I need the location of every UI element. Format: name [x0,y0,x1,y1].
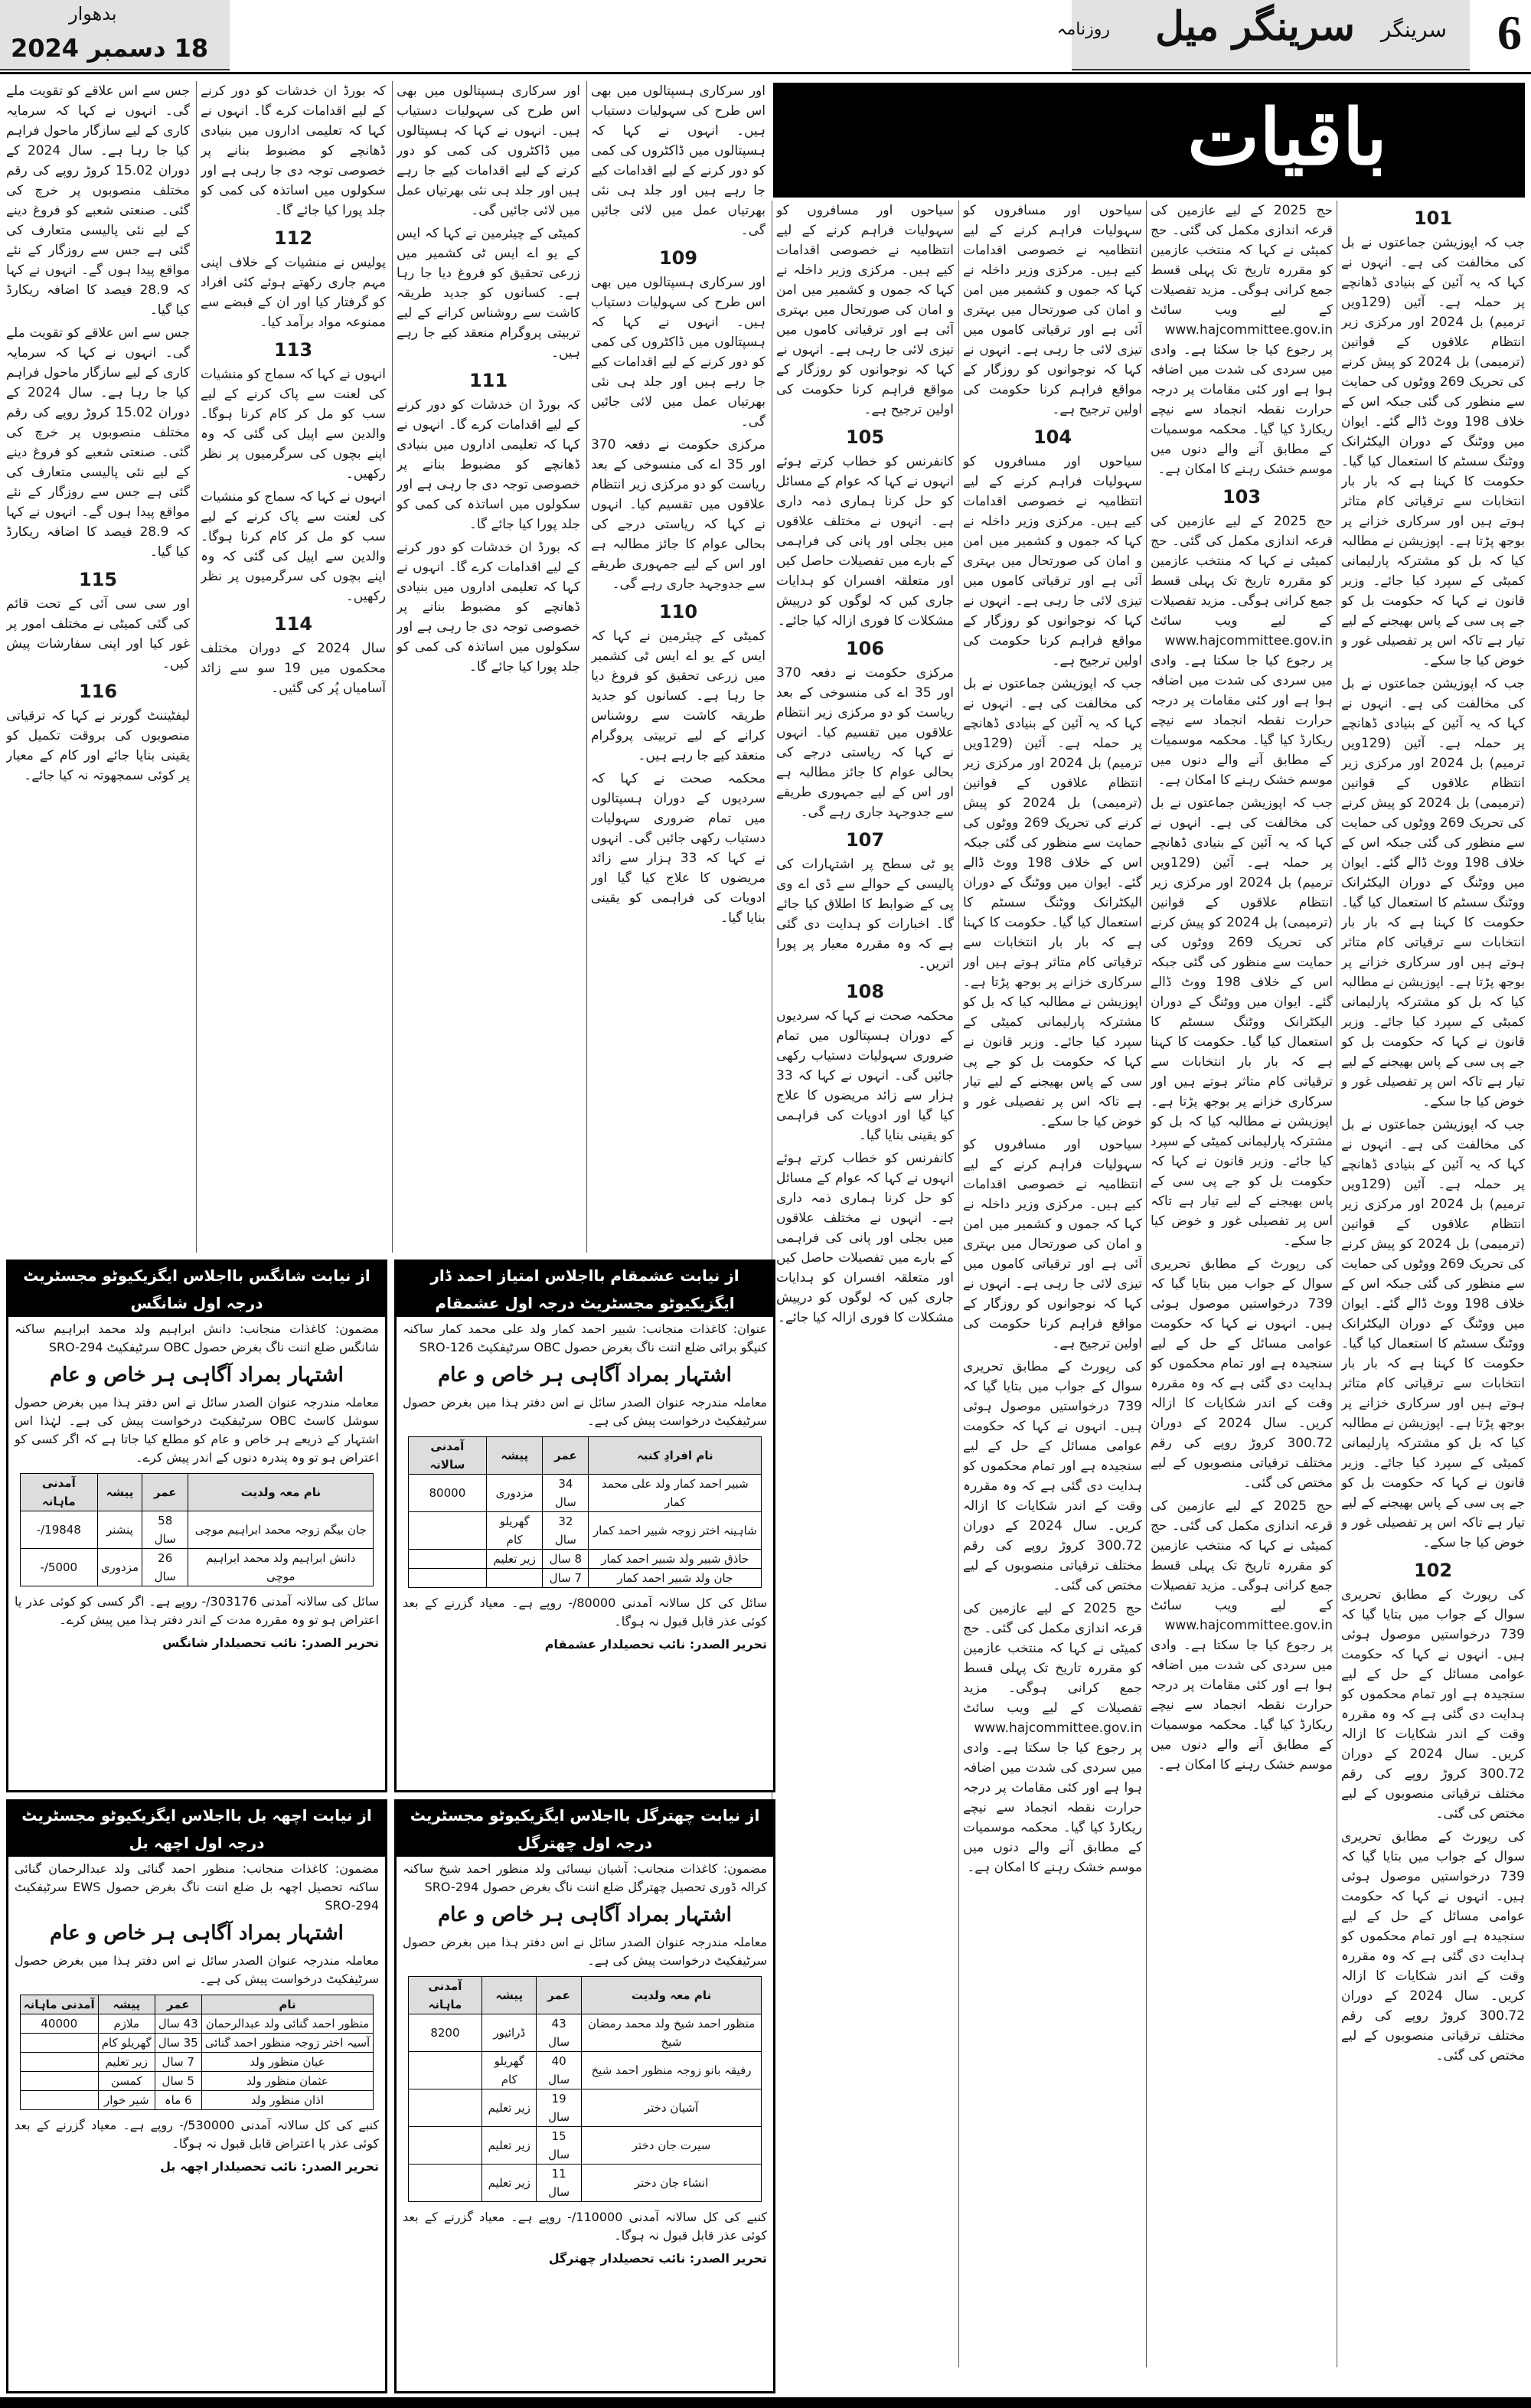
article-body: سیاحوں اور مسافروں کو سہولیات فراہم کرنے کے لیے انتظامیہ نے خصوصی اقدامات کیے ہیں۔ مرکزی وزیر داخلہ نے کہا کہ جموں و کشمیر میں امن و امان کی صورتحال میں بہتری آئی ہے اور ترقیاتی کاموں میں تیزی لائی جا رہی ہے۔ انہوں نے کہا کہ نوجوانوں کو روزگار کے مواقع فراہم کرنا حکومت کی اولین ترجیح ہے۔ [776,203,954,417]
article-body: حج 2025 کے لیے عازمین کی قرعہ اندازی مکمل کی گئی۔ حج کمیٹی نے کہا کہ منتخب عازمین کو مقررہ تاریخ تک پہلی قسط جمع کرانی ہوگی۔ مزید تفصیلات کے لیے ویب سائٹ www.hajcommittee.gov.in پر رجوع کیا جا سکتا ہے۔ وادی میں سردی کی شدت میں اضافہ ہوا ہے اور کئی مقامات پر درجہ حرارت نقطہ انجماد سے نیچے ریکارڈ کیا گیا۔ محکمہ موسمیات کے مطابق آنے والے دنوں میں موسم خشک رہنے کا امکان ہے۔ [1151,1498,1333,1773]
article-body: جب کہ اپوزیشن جماعتوں نے بل کی مخالفت کی ہے۔ انہوں نے کہا کہ یہ آئین کے بنیادی ڈھانچے پر حملہ ہے۔ آئین (129ویں ترمیم) بل 2024 اور مرکزی زیر انتظام علاقوں کے قوانین (ترمیمی) بل 2024 کو پیش کرنے کی تحریک 269 ووٹوں کی حمایت سے منظور کی گئی جبکہ اس کے خلاف 198 ووٹ ڈالے گئے۔ ایوان میں ووٹنگ کے دوران الیکٹرانک ووٹنگ سسٹم کا استعمال کیا گیا۔ حکومت کا کہنا ہے کہ بار بار انتخابات سے ترقیاتی کام متاثر ہوتے ہیں اور سرکاری خزانے پر بوجھ پڑتا ہے۔ اپوزیشن نے مطالبہ کیا کہ بل کو مشترکہ پارلیمانی کمیٹی کے سپرد کیا جائے۔ وزیر قانون نے کہا کہ حکومت بل کو جے پی سی کے پاس بھیجنے کے لیے تیار ہے تاکہ اس پر تفصیلی غور و خوض کیا جا سکے۔ [1341,676,1525,1109]
article-number: 103 [1222,486,1262,508]
ad-col-header: عمر [543,1437,589,1475]
ad-subject: مضمون: کاغذات منجانب: منظور احمد گنائی ولد عبدالرحمان گنائی ساکنہ تحصیل اچھہ بل ضلع اننت ناگ بغرض حصول EWS سرٹیفکیٹ SRO-294 [15,1861,379,1913]
paper-city: سرینگر [1380,17,1447,42]
header-rule [0,72,1531,74]
column-6 [397,81,580,1253]
ad-heading: اشتہار بمراد آگاہی ہر خاص و عام [438,1903,732,1926]
ad-table [20,1995,374,2110]
ad-body: معاملہ مندرجہ عنوان الصدر سائل نے اس دفتر ہذا میں بغرض حصول سوشل کاسٹ OBC سرٹیفکیٹ درخواست پیش کی ہے۔ لہٰذا اس اشتہار کے ذریعے ہر خاص و عام کو مطلع کیا جاتا ہے کہ اگر کسی کو اعتراض ہو تو وہ پندرہ دنوں کے اندر پیش کرے۔ [15,1395,379,1465]
article-body: اور سرکاری ہسپتالوں میں بھی اس طرح کی سہولیات دستیاب ہیں۔ انہوں نے کہا کہ ہسپتالوں میں ڈاکٹروں کی کمی کو دور کرنے کے لیے اقدامات کیے جا رہے ہیں اور جلد ہی نئی بھرتیاں عمل میں لائی جائیں گی۔ [397,83,580,218]
table-row: شبیر احمد کمار ولد علی محمد کمار 34 سال مزدوری 80000 [408,1475,761,1512]
article-body: کانفرنس کو خطاب کرتے ہوئے انہوں نے کہا کہ عوام کے مسائل کو حل کرنا ہماری ذمہ داری ہے۔ انہوں نے مختلف علاقوں میں بجلی اور پانی کی فراہمی کے بارے میں تفصیلات حاصل کیں اور متعلقہ افسران کو ہدایات جاری کیں کہ لوگوں کو درپیش مشکلات کا فوری ازالہ کیا جائے۔ [776,1151,954,1325]
ad-col-header: آمدنی ماہانہ [408,1977,481,2014]
weekday: بدھوار [69,3,117,25]
footer-rule [0,2397,1531,2408]
article-body: حج 2025 کے لیے عازمین کی قرعہ اندازی مکمل کی گئی۔ حج کمیٹی نے کہا کہ منتخب عازمین کو مقررہ تاریخ تک پہلی قسط جمع کرانی ہوگی۔ مزید تفصیلات کے لیے ویب سائٹ www.hajcommittee.gov.in پر رجوع کیا جا سکتا ہے۔ وادی میں سردی کی شدت میں اضافہ ہوا ہے اور کئی مقامات پر درجہ حرارت نقطہ انجماد سے نیچے ریکارڈ کیا گیا۔ محکمہ موسمیات کے مطابق آنے والے دنوں میں موسم خشک رہنے کا امکان ہے۔ [1151,203,1333,477]
article-body: کی رپورٹ کے مطابق تحریری سوال کے جواب میں بتایا گیا کہ 739 درخواستیں موصول ہوئی ہیں۔ انہوں نے کہا کہ حکومت عوامی مسائل کے حل کے لیے سنجیدہ ہے اور تمام محکموں کو ہدایت دی گئی ہے کہ وہ مقررہ وقت کے اندر شکایات کا ازالہ کریں۔ سال 2024 کے دوران 300.72 کروڑ روپے کی رقم مختلف ترقیاتی منصوبوں کے لیے مختص کی گئی۔ [1151,1256,1333,1491]
column-divider [392,81,393,1253]
table-row: شاہینہ اختر زوجہ شبیر احمد کمار 32 سال گھریلو کام [408,1512,761,1550]
ad-table [408,1436,762,1588]
legal-notice-ad [6,1799,387,2393]
table-row: عثمان منظور ولد 5 سال کمسن [20,2072,373,2091]
ad-footer: سائل کی سالانہ آمدنی 303176/- روپے ہے۔ اگر کسی کو کوئی عذر یا اعتراض ہو تو وہ مقررہ مدت کے اندر دفتر ہذا میں پیش کرے۔ [15,1594,379,1627]
article-body: مرکزی حکومت نے دفعہ 370 اور 35 اے کی منسوخی کے بعد ریاست کو دو مرکزی زیر انتظام علاقوں میں تقسیم کیا۔ انہوں نے کہا کہ ریاستی درجے کی بحالی عوام کا جائز مطالبہ ہے اور اس کے لیے جمہوری طریقے سے جدوجہد جاری رہے گی۔ [776,665,954,820]
ad-col-header: پیشہ [487,1437,543,1475]
column-7 [201,81,386,1253]
ad-heading: اشتہار بمراد آگاہی ہر خاص و عام [438,1364,732,1387]
article-body: کی رپورٹ کے مطابق تحریری سوال کے جواب میں بتایا گیا کہ 739 درخواستیں موصول ہوئی ہیں۔ انہوں نے کہا کہ حکومت عوامی مسائل کے حل کے لیے سنجیدہ ہے اور تمام محکموں کو ہدایت دی گئی ہے کہ وہ مقررہ وقت کے اندر شکایات کا ازالہ کریں۔ سال 2024 کے دوران 300.72 کروڑ روپے کی رقم مختلف ترقیاتی منصوبوں کے لیے مختص کی گئی۔ [963,1359,1142,1593]
article-body: جب کہ اپوزیشن جماعتوں نے بل کی مخالفت کی ہے۔ انہوں نے کہا کہ یہ آئین کے بنیادی ڈھانچے پر حملہ ہے۔ آئین (129ویں ترمیم) بل 2024 اور مرکزی زیر انتظام علاقوں کے قوانین (ترمیمی) بل 2024 کو پیش کرنے کی تحریک 269 ووٹوں کی حمایت سے منظور کی گئی جبکہ اس کے خلاف 198 ووٹ ڈالے گئے۔ ایوان میں ووٹنگ کے دوران الیکٹرانک ووٹنگ سسٹم کا استعمال کیا گیا۔ حکومت کا کہنا ہے کہ بار بار انتخابات سے ترقیاتی کام متاثر ہوتے ہیں اور سرکاری خزانے پر بوجھ پڑتا ہے۔ اپوزیشن نے مطالبہ کیا کہ بل کو مشترکہ پارلیمانی کمیٹی کے سپرد کیا جائے۔ وزیر قانون نے کہا کہ حکومت بل کو جے پی سی کے پاس بھیجنے کے لیے تیار ہے تاکہ اس پر تفصیلی غور و خوض کیا جا سکے۔ [1151,796,1333,1249]
ad-table [408,1976,762,2202]
table-row: آشیان دختر 19 سال زیر تعلیم [408,2089,761,2127]
article-body: حج 2025 کے لیے عازمین کی قرعہ اندازی مکمل کی گئی۔ حج کمیٹی نے کہا کہ منتخب عازمین کو مقررہ تاریخ تک پہلی قسط جمع کرانی ہوگی۔ مزید تفصیلات کے لیے ویب سائٹ www.hajcommittee.gov.in پر رجوع کیا جا سکتا ہے۔ وادی میں سردی کی شدت میں اضافہ ہوا ہے اور کئی مقامات پر درجہ حرارت نقطہ انجماد سے نیچے ریکارڈ کیا گیا۔ محکمہ موسمیات کے مطابق آنے والے دنوں میں موسم خشک رہنے کا امکان ہے۔ [963,1601,1142,1875]
article-number: 113 [273,339,313,361]
ad-body: معاملہ مندرجہ عنوان الصدر سائل نے اس دفتر ہذا میں بغرض حصول سرٹیفکیٹ درخواست پیش کی ہے۔ [403,1395,767,1428]
legal-notice-ad [394,1799,775,2393]
table-row: جان ولد شبیر احمد کمار 7 سال [408,1569,761,1588]
table-row: رفیقہ بانو زوجہ منظور احمد شیخ 40 سال گھریلو کام [408,2052,761,2089]
article-body: کہ بورڈ ان خدشات کو دور کرنے کے لیے اقدامات کرے گا۔ انہوں نے کہا کہ تعلیمی اداروں میں بنیادی ڈھانچے کو مضبوط بنانے پر خصوصی توجہ دی جا رہی ہے اور سکولوں میں اساتذہ کی کمی کو جلد پورا کیا جائے گا۔ [201,83,386,218]
masthead [1056,0,1470,70]
ad-body: معاملہ مندرجہ عنوان الصدر سائل نے اس دفتر ہذا میں بغرض حصول سرٹیفکیٹ درخواست پیش کی ہے۔ [15,1953,379,1986]
column-divider [196,81,197,1253]
article-number: 104 [1033,426,1072,448]
ad-title: از نیابت چھترگل بااجلاس ایگزیکیوٹو مجسٹریٹ درجہ اول چھترگل [397,1802,773,1857]
ad-col-header: نام معہ ولدیت [188,1474,374,1511]
article-body: محکمہ صحت نے کہا کہ سردیوں کے دوران ہسپتالوں میں تمام ضروری سہولیات دستیاب رکھی جائیں گی۔ انہوں نے کہا کہ 33 ہزار سے زائد مریضوں کا علاج کیا گیا اور ادویات کی فراہمی کو یقینی بنایا گیا۔ [591,771,766,926]
section-banner [773,83,1525,198]
article-body: یو ٹی سطح پر اشتہارات کی پالیسی کے حوالے سے ڈی اے وی پی کے ضوابط کا اطلاق کیا جائے گا۔ اخبارات کو ہدایت دی گئی ہے کہ وہ مقررہ معیار پر پورا اتریں۔ [776,857,954,972]
ad-col-header: نام [201,1995,374,2014]
ad-col-header: عمر [142,1474,188,1511]
column-5 [591,81,766,1253]
legal-notice-ad [6,1260,387,1792]
table-row: سیرت جان دختر 15 سال زیر تعلیم [408,2127,761,2165]
table-row: منظور احمد گنائی ولد عبدالرحمان 43 سال ملازم 40000 [20,2014,373,2034]
article-number: 108 [845,981,885,1002]
table-row: حاذق شبیر ولد شبیر احمد کمار 8 سال زیر تعلیم [408,1550,761,1569]
ad-col-header: نام افرادِ کنبہ [589,1437,762,1475]
table-row: اذان منظور ولد 6 ماہ شیر خوار [20,2091,373,2110]
article-number: 111 [468,370,508,391]
legal-notice-ad [394,1260,775,1792]
ad-body: معاملہ مندرجہ عنوان الصدر سائل نے اس دفتر ہذا میں بغرض حصول سرٹیفکیٹ درخواست پیش کی ہے۔ [403,1935,767,1968]
article-body: جس سے اس علاقے کو تقویت ملے گی۔ انہوں نے کہا کہ سرمایہ کاری کے لیے سازگار ماحول فراہم کیا جا رہا ہے۔ سال 2024 کے دوران 15.02 کروڑ روپے کی رقم مختلف منصوبوں پر خرچ کی گئی۔ صنعتی شعبے کو فروغ دینے کے لیے نئی پالیسی متعارف کی گئی ہے جس سے روزگار کے نئے مواقع پیدا ہوں گے۔ انہوں نے کہا کہ 28.9 فیصد کا اضافہ ریکارڈ کیا گیا۔ [6,83,190,318]
column-1 [1341,201,1525,2367]
column-2 [1151,201,1333,2367]
article-body: سیاحوں اور مسافروں کو سہولیات فراہم کرنے کے لیے انتظامیہ نے خصوصی اقدامات کیے ہیں۔ مرکزی وزیر داخلہ نے کہا کہ جموں و کشمیر میں امن و امان کی صورتحال میں بہتری آئی ہے اور ترقیاتی کاموں میں تیزی لائی جا رہی ہے۔ انہوں نے کہا کہ نوجوانوں کو روزگار کے مواقع فراہم کرنا حکومت کی اولین ترجیح ہے۔ [963,454,1142,668]
article-body: کہ بورڈ ان خدشات کو دور کرنے کے لیے اقدامات کرے گا۔ انہوں نے کہا کہ تعلیمی اداروں میں بنیادی ڈھانچے کو مضبوط بنانے پر خصوصی توجہ دی جا رہی ہے اور سکولوں میں اساتذہ کی کمی کو جلد پورا کیا جائے گا۔ [397,397,580,532]
table-row: انشاء جان دختر 11 سال زیر تعلیم [408,2165,761,2202]
article-number: 110 [658,601,698,622]
column-4 [776,201,954,2367]
column-8 [6,81,190,1253]
article-body: اور سرکاری ہسپتالوں میں بھی اس طرح کی سہولیات دستیاب ہیں۔ انہوں نے کہا کہ ہسپتالوں میں ڈاکٹروں کی کمی کو دور کرنے کے لیے اقدامات کیے جا رہے ہیں اور جلد ہی نئی بھرتیاں عمل میں لائی جائیں گی۔ [591,275,766,430]
ad-col-header: پیشہ [97,1474,142,1511]
ad-col-header: پیشہ [482,1977,537,2014]
table-row: آسیہ اختر زوجہ منظور احمد گنائی 35 سال گھریلو کام [20,2034,373,2053]
table-row: منظور احمد شیخ ولد محمد رمضان شیخ 43 سال ڈرائیور 8200 [408,2014,761,2052]
ad-heading: اشتہار بمراد آگاہی ہر خاص و عام [50,1922,344,1945]
ad-table [20,1473,374,1586]
ad-title: از نیابت عشمقام بااجلاس امتیاز احمد ڈار ایگزیکیوٹو مجسٹریٹ درجہ اول عشمقام [397,1262,773,1317]
page-header [0,0,1531,70]
article-body: سال 2024 کے دوران مختلف محکموں میں 19 سو سے زائد آسامیاں پُر کی گئیں۔ [201,641,386,696]
article-body: کمیٹی کے چیئرمین نے کہا کہ ایس کے یو اے ایس ٹی کشمیر میں زرعی تحقیق کو فروغ دیا جا رہا ہے۔ کسانوں کو جدید طریقہ کاشت سے روشناس کرانے کے لیے تربیتی پروگرام منعقد کیے جا رہے ہیں۔ [591,629,766,763]
ad-col-header: عمر [155,1995,201,2014]
column-divider [958,201,959,2367]
ad-signature: تحریر الصدر: نائب تحصیلدار عشمقام [544,1637,767,1652]
article-number: 115 [78,569,118,590]
article-body: حج 2025 کے لیے عازمین کی قرعہ اندازی مکمل کی گئی۔ حج کمیٹی نے کہا کہ منتخب عازمین کو مقررہ تاریخ تک پہلی قسط جمع کرانی ہوگی۔ مزید تفصیلات کے لیے ویب سائٹ www.hajcommittee.gov.in پر رجوع کیا جا سکتا ہے۔ وادی میں سردی کی شدت میں اضافہ ہوا ہے اور کئی مقامات پر درجہ حرارت نقطہ انجماد سے نیچے ریکارڈ کیا گیا۔ محکمہ موسمیات کے مطابق آنے والے دنوں میں موسم خشک رہنے کا امکان ہے۔ [1151,514,1333,788]
article-number: 114 [273,613,313,635]
ad-subject: عنوان: کاغذات منجانب: شبیر احمد کمار ولد علی محمد کمار ساکنہ کنیگو برائی ضلع اننت ناگ بغرض حصول OBC سرٹیفکیٹ SRO-126 [403,1322,767,1354]
ad-col-header: پیشہ [98,1995,155,2014]
article-number: 116 [78,681,118,702]
ad-title: از نیابت شانگس بااجلاس ایگزیکیوٹو مجسٹریٹ درجہ اول شانگس [8,1262,385,1317]
date-box [0,0,230,70]
article-body: جب کہ اپوزیشن جماعتوں نے بل کی مخالفت کی ہے۔ انہوں نے کہا کہ یہ آئین کے بنیادی ڈھانچے پر حملہ ہے۔ آئین (129ویں ترمیم) بل 2024 اور مرکزی زیر انتظام علاقوں کے قوانین (ترمیمی) بل 2024 کو پیش کرنے کی تحریک 269 ووٹوں کی حمایت سے منظور کی گئی جبکہ اس کے خلاف 198 ووٹ ڈالے گئے۔ ایوان میں ووٹنگ کے دوران الیکٹرانک ووٹنگ سسٹم کا استعمال کیا گیا۔ حکومت کا کہنا ہے کہ بار بار انتخابات سے ترقیاتی کام متاثر ہوتے ہیں اور سرکاری خزانے پر بوجھ پڑتا ہے۔ اپوزیشن نے مطالبہ کیا کہ بل کو مشترکہ پارلیمانی کمیٹی کے سپرد کیا جائے۔ وزیر قانون نے کہا کہ حکومت بل کو جے پی سی کے پاس بھیجنے کے لیے تیار ہے تاکہ اس پر تفصیلی غور و خوض کیا جا سکے۔ [963,676,1142,1129]
article-body: سیاحوں اور مسافروں کو سہولیات فراہم کرنے کے لیے انتظامیہ نے خصوصی اقدامات کیے ہیں۔ مرکزی وزیر داخلہ نے کہا کہ جموں و کشمیر میں امن و امان کی صورتحال میں بہتری آئی ہے اور ترقیاتی کاموں میں تیزی لائی جا رہی ہے۔ انہوں نے کہا کہ نوجوانوں کو روزگار کے مواقع فراہم کرنا حکومت کی اولین ترجیح ہے۔ [963,203,1142,417]
ad-signature: تحریر الصدر: نائب تحصیلدار اچھہ بل [160,2159,379,2174]
ad-subject: مضمون: کاغذات منجانب: آشیان نیسائی ولد منظور احمد شیخ ساکنہ کرالہ ڈوری تحصیل چھترگل ضلع اننت ناگ بغرض حصول SRO-294 [403,1861,767,1894]
article-number: 107 [845,829,885,851]
article-body: جب کہ اپوزیشن جماعتوں نے بل کی مخالفت کی ہے۔ انہوں نے کہا کہ یہ آئین کے بنیادی ڈھانچے پر حملہ ہے۔ آئین (129ویں ترمیم) بل 2024 اور مرکزی زیر انتظام علاقوں کے قوانین (ترمیمی) بل 2024 کو پیش کرنے کی تحریک 269 ووٹوں کی حمایت سے منظور کی گئی جبکہ اس کے خلاف 198 ووٹ ڈالے گئے۔ ایوان میں ووٹنگ کے دوران الیکٹرانک ووٹنگ سسٹم کا استعمال کیا گیا۔ حکومت کا کہنا ہے کہ بار بار انتخابات سے ترقیاتی کام متاثر ہوتے ہیں اور سرکاری خزانے پر بوجھ پڑتا ہے۔ اپوزیشن نے مطالبہ کیا کہ بل کو مشترکہ پارلیمانی کمیٹی کے سپرد کیا جائے۔ وزیر قانون نے کہا کہ حکومت بل کو جے پی سی کے پاس بھیجنے کے لیے تیار ہے تاکہ اس پر تفصیلی غور و خوض کیا جا سکے۔ [1341,235,1525,668]
issue-date: 18 دسمبر 2024 [11,34,209,63]
article-number: 106 [845,638,885,659]
ad-col-header: آمدنی سالانہ [408,1437,486,1475]
article-number: 109 [658,247,698,269]
article-body: انہوں نے کہا کہ سماج کو منشیات کی لعنت سے پاک کرنے کے لیے سب کو مل کر کام کرنا ہوگا۔ والدین سے اپیل کی گئی کہ وہ اپنے بچوں کی سرگرمیوں پر نظر رکھیں۔ [201,367,386,482]
article-body: جب کہ اپوزیشن جماعتوں نے بل کی مخالفت کی ہے۔ انہوں نے کہا کہ یہ آئین کے بنیادی ڈھانچے پر حملہ ہے۔ آئین (129ویں ترمیم) بل 2024 اور مرکزی زیر انتظام علاقوں کے قوانین (ترمیمی) بل 2024 کو پیش کرنے کی تحریک 269 ووٹوں کی حمایت سے منظور کی گئی جبکہ اس کے خلاف 198 ووٹ ڈالے گئے۔ ایوان میں ووٹنگ کے دوران الیکٹرانک ووٹنگ سسٹم کا استعمال کیا گیا۔ حکومت کا کہنا ہے کہ بار بار انتخابات سے ترقیاتی کام متاثر ہوتے ہیں اور سرکاری خزانے پر بوجھ پڑتا ہے۔ اپوزیشن نے مطالبہ کیا کہ بل کو مشترکہ پارلیمانی کمیٹی کے سپرد کیا جائے۔ وزیر قانون نے کہا کہ حکومت بل کو جے پی سی کے پاس بھیجنے کے لیے تیار ہے تاکہ اس پر تفصیلی غور و خوض کیا جا سکے۔ [1341,1117,1525,1550]
article-body: جس سے اس علاقے کو تقویت ملے گی۔ انہوں نے کہا کہ سرمایہ کاری کے لیے سازگار ماحول فراہم کیا جا رہا ہے۔ سال 2024 کے دوران 15.02 کروڑ روپے کی رقم مختلف منصوبوں پر خرچ کی گئی۔ صنعتی شعبے کو فروغ دینے کے لیے نئی پالیسی متعارف کی گئی ہے جس سے روزگار کے نئے مواقع پیدا ہوں گے۔ انہوں نے کہا کہ 28.9 فیصد کا اضافہ ریکارڈ کیا گیا۔ [6,325,190,560]
table-row: دانش ابراہیم ولد محمد ابراہیم موچی 26 سال مزدوری 5000/- [20,1549,373,1586]
article-body: کی رپورٹ کے مطابق تحریری سوال کے جواب میں بتایا گیا کہ 739 درخواستیں موصول ہوئی ہیں۔ انہوں نے کہا کہ حکومت عوامی مسائل کے حل کے لیے سنجیدہ ہے اور تمام محکموں کو ہدایت دی گئی ہے کہ وہ مقررہ وقت کے اندر شکایات کا ازالہ کریں۔ سال 2024 کے دوران 300.72 کروڑ روپے کی رقم مختلف ترقیاتی منصوبوں کے لیے مختص کی گئی۔ [1341,1587,1525,1822]
table-row: عیان منظور ولد 7 سال زیر تعلیم [20,2053,373,2072]
article-body: پولیس نے منشیات کے خلاف اپنی مہم جاری رکھتے ہوئے کئی افراد کو گرفتار کیا اور ان کے قبضے سے ممنوعہ مواد برآمد کیا۔ [201,255,386,330]
article-body: کانفرنس کو خطاب کرتے ہوئے انہوں نے کہا کہ عوام کے مسائل کو حل کرنا ہماری ذمہ داری ہے۔ انہوں نے مختلف علاقوں میں بجلی اور پانی کی فراہمی کے بارے میں تفصیلات حاصل کیں اور متعلقہ افسران کو ہدایات جاری کیں کہ لوگوں کو درپیش مشکلات کا فوری ازالہ کیا جائے۔ [776,454,954,629]
ad-footer: سائل کی کل سالانہ آمدنی 80000/- روپے ہے۔ معیاد گزرنے کے بعد کوئی عذر قابل قبول نہ ہوگا۔ [403,1596,767,1629]
ad-footer: کنبے کی کل سالانہ آمدنی 530000/- روپے ہے۔ معیاد گزرنے کے بعد کوئی عذر یا اعتراض قابل قبول نہ ہوگا۔ [15,2118,380,2151]
table-row: جان بیگم زوجہ محمد ابراہیم موچی 58 سال پنشنر 19848/- [20,1511,373,1549]
article-body: اور سی سی آئی کے تحت قائم کی گئی کمیٹی نے مختلف امور پر غور کیا اور اپنی سفارشات پیش کیں۔ [6,596,190,671]
article-number: 101 [1413,207,1453,229]
article-number: 105 [845,426,885,448]
paper-type: روزنامہ [1056,20,1110,39]
article-number: 112 [273,227,313,249]
column-divider [1146,201,1147,2367]
paper-name: سرینگر میل [1155,3,1355,50]
section-title: باقیات [1187,92,1387,182]
article-number: 102 [1413,1560,1453,1581]
article-body: لیفٹیننٹ گورنر نے کہا کہ ترقیاتی منصوبوں کی بروقت تکمیل کو یقینی بنایا جائے اور کام کے معیار پر کوئی سمجھوتہ نہ کیا جائے۔ [6,708,190,783]
article-body: کہ بورڈ ان خدشات کو دور کرنے کے لیے اقدامات کرے گا۔ انہوں نے کہا کہ تعلیمی اداروں میں بنیادی ڈھانچے کو مضبوط بنانے پر خصوصی توجہ دی جا رہی ہے اور سکولوں میں اساتذہ کی کمی کو جلد پورا کیا جائے گا۔ [397,540,580,675]
article-body: مرکزی حکومت نے دفعہ 370 اور 35 اے کی منسوخی کے بعد ریاست کو دو مرکزی زیر انتظام علاقوں میں تقسیم کیا۔ انہوں نے کہا کہ ریاستی درجے کی بحالی عوام کا جائز مطالبہ ہے اور اس کے لیے جمہوری طریقے سے جدوجہد جاری رہے گی۔ [591,437,766,592]
ad-title: از نیابت اچھہ بل بااجلاس ایگزیکیوٹو مجسٹریٹ درجہ اول اچھہ بل [8,1802,385,1857]
article-body: کی رپورٹ کے مطابق تحریری سوال کے جواب میں بتایا گیا کہ 739 درخواستیں موصول ہوئی ہیں۔ انہوں نے کہا کہ حکومت عوامی مسائل کے حل کے لیے سنجیدہ ہے اور تمام محکموں کو ہدایت دی گئی ہے کہ وہ مقررہ وقت کے اندر شکایات کا ازالہ کریں۔ سال 2024 کے دوران 300.72 کروڑ روپے کی رقم مختلف ترقیاتی منصوبوں کے لیے مختص کی گئی۔ [1341,1829,1525,2063]
article-body: سیاحوں اور مسافروں کو سہولیات فراہم کرنے کے لیے انتظامیہ نے خصوصی اقدامات کیے ہیں۔ مرکزی وزیر داخلہ نے کہا کہ جموں و کشمیر میں امن و امان کی صورتحال میں بہتری آئی ہے اور ترقیاتی کاموں میں تیزی لائی جا رہی ہے۔ انہوں نے کہا کہ نوجوانوں کو روزگار کے مواقع فراہم کرنا حکومت کی اولین ترجیح ہے۔ [963,1137,1142,1351]
ad-subject: مضمون: کاغذات منجانب: دانش ابراہیم ولد محمد ابراہیم ساکنہ شانگس ضلع اننت ناگ بغرض حصول OBC سرٹیفکیٹ SRO-294 [15,1322,379,1354]
column-3 [963,201,1142,2367]
ad-signature: تحریر الصدر: نائب تحصیلدار چھترگل [548,2251,767,2266]
ad-footer: کنبے کی کل سالانہ آمدنی 110000/- روپے ہے۔ معیاد گزرنے کے بعد کوئی عذر قابل قبول نہ ہوگا۔ [403,2210,768,2243]
article-body: کمیٹی کے چیئرمین نے کہا کہ ایس کے یو اے ایس ٹی کشمیر میں زرعی تحقیق کو فروغ دیا جا رہا ہے۔ کسانوں کو جدید طریقہ کاشت سے روشناس کرانے کے لیے تربیتی پروگرام منعقد کیے جا رہے ہیں۔ [397,226,580,361]
ad-col-header: عمر [537,1977,581,2014]
article-body: انہوں نے کہا کہ سماج کو منشیات کی لعنت سے پاک کرنے کے لیے سب کو مل کر کام کرنا ہوگا۔ والدین سے اپیل کی گئی کہ وہ اپنے بچوں کی سرگرمیوں پر نظر رکھیں۔ [201,489,386,604]
article-body: اور سرکاری ہسپتالوں میں بھی اس طرح کی سہولیات دستیاب ہیں۔ انہوں نے کہا کہ ہسپتالوں میں ڈاکٹروں کی کمی کو دور کرنے کے لیے اقدامات کیے جا رہے ہیں اور جلد ہی نئی بھرتیاں عمل میں لائی جائیں گی۔ [591,83,766,238]
ad-col-header: آمدنی ماہانہ [20,1995,98,2014]
ad-col-header: آمدنی ماہانہ [20,1474,97,1511]
column-divider [586,81,587,1253]
ad-signature: تحریر الصدر: نائب تحصیلدار شانگس [162,1635,379,1650]
page-number: 6 [1497,5,1522,60]
article-body: محکمہ صحت نے کہا کہ سردیوں کے دوران ہسپتالوں میں تمام ضروری سہولیات دستیاب رکھی جائیں گی۔ انہوں نے کہا کہ 33 ہزار سے زائد مریضوں کا علاج کیا گیا اور ادویات کی فراہمی کو یقینی بنایا گیا۔ [776,1008,954,1143]
ad-heading: اشتہار بمراد آگاہی ہر خاص و عام [50,1364,344,1387]
ad-col-header: نام معہ ولدیت [581,1977,761,2014]
